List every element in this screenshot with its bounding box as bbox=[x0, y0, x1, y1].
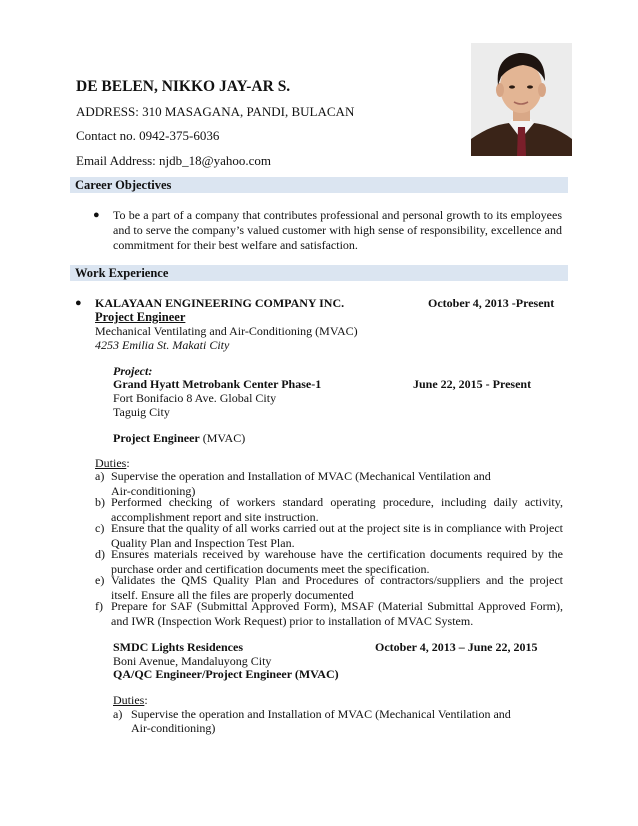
duty-item bbox=[111, 521, 563, 550]
duty-letter: a) bbox=[95, 469, 105, 483]
project-name: SMDC Lights Residences bbox=[113, 640, 244, 654]
duty-letter: a) bbox=[113, 707, 123, 721]
address: ADDRESS: 310 MASAGANA, PANDI, BULACAN bbox=[76, 104, 355, 119]
job-title: Project Engineer bbox=[95, 310, 186, 324]
duty-line: Air-conditioning) bbox=[131, 721, 216, 735]
project-address-line2: Taguig City bbox=[113, 405, 170, 419]
section-header-work-experience bbox=[70, 265, 568, 281]
project-role: QA/QC Engineer/Project Engineer (MVAC) bbox=[113, 667, 339, 681]
section-header-career-objectives bbox=[70, 177, 568, 193]
duty-line: Performed checking of workers standard operating procedure, including daily activity, bbox=[111, 495, 563, 509]
duty-item bbox=[111, 495, 563, 524]
company-address: 4253 Emilia St. Makati City bbox=[95, 338, 230, 352]
duty-letter: d) bbox=[95, 547, 105, 561]
duty-line: accomplishment report and site instruction. bbox=[111, 509, 319, 524]
bullet-icon: ● bbox=[75, 297, 82, 309]
duties-colon: : bbox=[126, 456, 130, 470]
duties-label: Duties bbox=[95, 456, 127, 470]
duty-line: purchase order and certification documents meet the specification. bbox=[111, 561, 430, 576]
duty-item bbox=[111, 599, 563, 628]
project-address-line1: Fort Bonifacio 8 Ave. Global City bbox=[113, 391, 277, 405]
duty-line: Ensures materials received by warehouse have the certification documents required by the bbox=[111, 547, 563, 561]
section-title: Career Objectives bbox=[75, 178, 172, 192]
project-role-dept: (MVAC) bbox=[199, 431, 246, 445]
duties-label: Duties bbox=[113, 693, 145, 707]
duty-line: Prepare for SAF (Submittal Approved Form), MSAF (Material Submittal Approved Form), bbox=[111, 599, 563, 613]
profile-photo bbox=[471, 43, 572, 156]
job-department: Mechanical Ventilating and Air-Conditioning (MVAC) bbox=[95, 324, 358, 338]
project-name: Grand Hyatt Metrobank Center Phase-1 bbox=[113, 377, 322, 391]
duty-item bbox=[111, 547, 563, 576]
company-name: KALAYAAN ENGINEERING COMPANY INC. bbox=[95, 296, 345, 310]
bullet-icon: ● bbox=[93, 209, 100, 221]
duty-line: Supervise the operation and Installation of MVAC (Mechanical Ventilation and bbox=[111, 469, 491, 483]
section-title: Work Experience bbox=[75, 266, 169, 280]
project-address: Boni Avenue, Mandaluyong City bbox=[113, 654, 272, 668]
duties-colon: : bbox=[144, 693, 148, 707]
duties-heading bbox=[113, 693, 148, 708]
duty-line: Validates the QMS Quality Plan and Procedures of contractors/suppliers and the project bbox=[111, 573, 563, 587]
duty-line: and IWR (Inspection Work Request) prior to installation of MVAC System. bbox=[111, 613, 474, 628]
duty-letter: f) bbox=[95, 599, 103, 613]
career-objective-text: To be a part of a company that contributes professional and personal growth to its employees and to serve the company’s valued customer with high sense of responsibility, excellence and commitment for their best welfare and satisfaction. bbox=[113, 208, 562, 252]
duty-line: Ensure that the quality of all works carried out at the project site is in compliance with Project bbox=[111, 521, 563, 535]
company-dates: October 4, 2013 -Present bbox=[428, 296, 555, 310]
project-role-title: Project Engineer bbox=[113, 431, 200, 445]
duty-line: Quality Plan and Inspection Test Plan. bbox=[111, 535, 295, 550]
project-label: Project: bbox=[113, 364, 153, 378]
duty-item bbox=[111, 573, 563, 602]
duty-item bbox=[111, 469, 563, 498]
duty-line: Supervise the operation and Installation of MVAC (Mechanical Ventilation and bbox=[131, 707, 511, 721]
applicant-name: DE BELEN, NIKKO JAY-AR S. bbox=[76, 78, 291, 95]
duty-line: Air-conditioning) bbox=[111, 483, 196, 498]
project-role bbox=[113, 431, 245, 446]
duty-line: itself. Ensure all the files are properly documented bbox=[111, 587, 354, 602]
email-address: Email Address: njdb_18@yahoo.com bbox=[76, 153, 272, 168]
project-dates: June 22, 2015 - Present bbox=[413, 377, 532, 391]
duty-letter: c) bbox=[95, 521, 105, 535]
project-dates: October 4, 2013 – June 22, 2015 bbox=[375, 640, 538, 654]
duty-letter: e) bbox=[95, 573, 105, 587]
contact-number: Contact no. 0942-375-6036 bbox=[76, 128, 220, 143]
duty-letter: b) bbox=[95, 495, 105, 509]
